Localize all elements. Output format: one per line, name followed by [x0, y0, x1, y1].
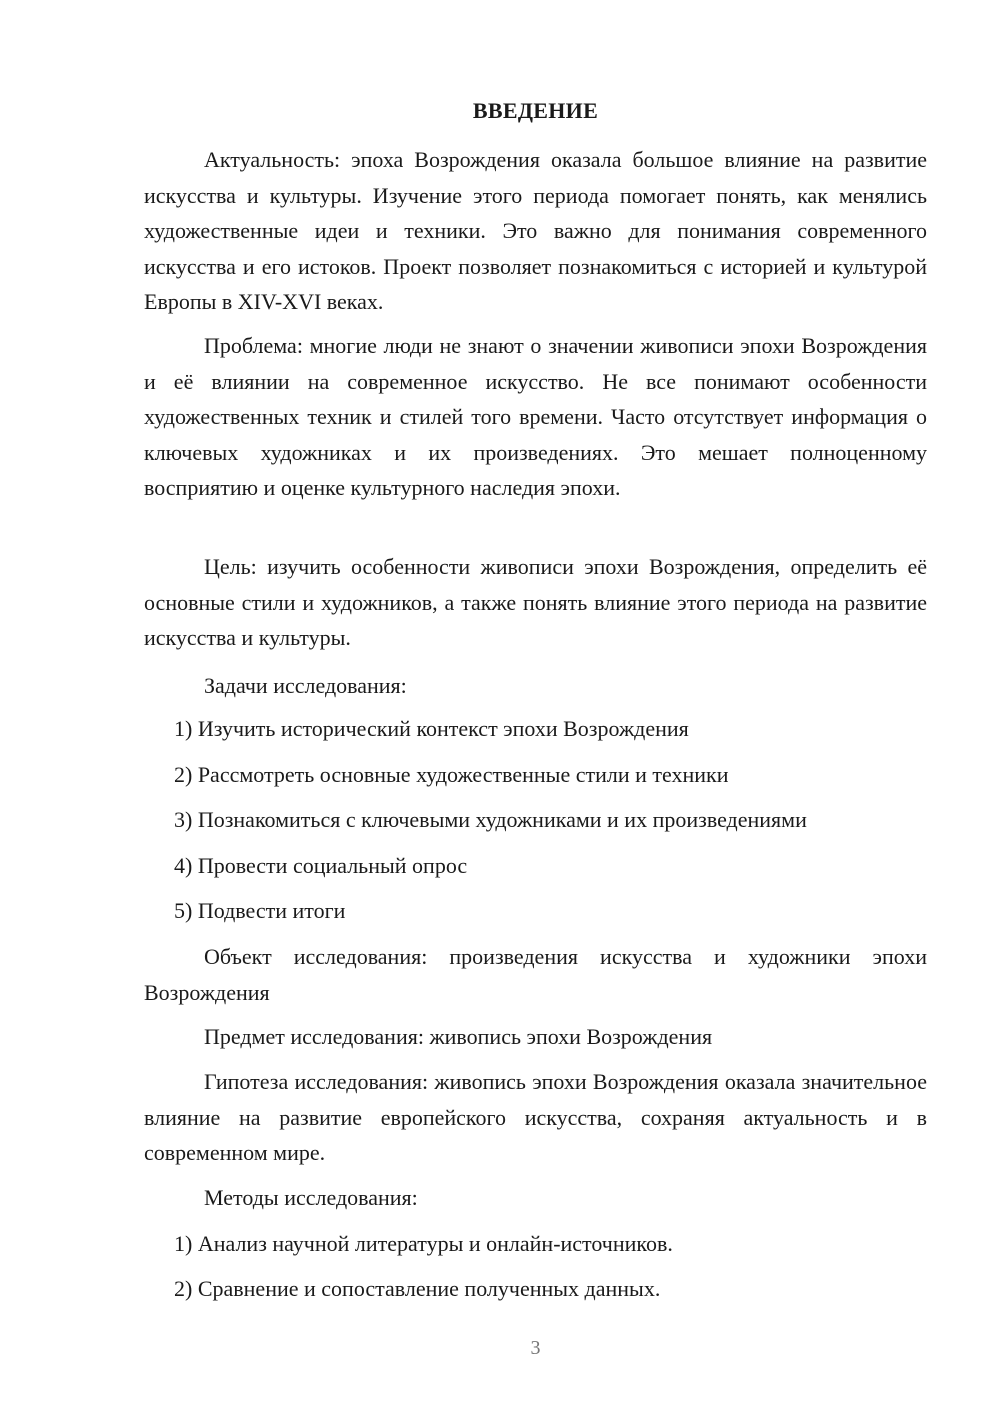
- goal-paragraph: Цель: изучить особенности живописи эпохи Возрождения, определить её основные стили и художников, а также понять влияние этого периода на развитие искусства и культуры.: [144, 554, 927, 650]
- tasks-heading: Задачи исследования:: [204, 673, 407, 698]
- method-item: 1) Анализ научной литературы и онлайн-источников.: [174, 1231, 673, 1256]
- document-page: [144, 0, 927, 1414]
- relevance-paragraph: Актуальность: эпоха Возрождения оказала большое влияние на развитие искусства и культуры. Изучение этого периода помогает понять, как менялись художественные идеи и техники. Это важно для понимания современного искусства и его истоков. Проект позволяет познакомиться с историей и культурой Европы в XIV-XVI веках.: [144, 147, 927, 314]
- task-item: 3) Познакомиться с ключевыми художниками и их произведениями: [174, 807, 807, 832]
- task-item: 1) Изучить исторический контекст эпохи Возрождения: [174, 716, 689, 741]
- problem-paragraph: Проблема: многие люди не знают о значении живописи эпохи Возрождения и её влиянии на современное искусство. Не все понимают особенности художественных техник и стилей того времени. Часто отсутствует информация о ключевых художниках и их произведениях. Это мешает полноценному восприятию и оценке культурного наследия эпохи.: [144, 333, 927, 500]
- task-item: 4) Провести социальный опрос: [174, 853, 468, 878]
- task-item: 2) Рассмотреть основные художественные стили и техники: [174, 762, 729, 787]
- task-item: 5) Подвести итоги: [174, 898, 346, 923]
- subject-line: Предмет исследования: живопись эпохи Возрождения: [204, 1024, 713, 1049]
- hypothesis-paragraph: Гипотеза исследования: живопись эпохи Возрождения оказала значительное влияние на развитие европейского искусства, сохраняя актуальность и в современном мире.: [144, 1069, 927, 1165]
- object-paragraph: Объект исследования: произведения искусства и художники эпохи Возрождения: [144, 944, 927, 1005]
- page-number: 3: [530, 1337, 541, 1359]
- section-title: ВВЕДЕНИЕ: [472, 98, 599, 123]
- method-item: 2) Сравнение и сопоставление полученных данных.: [174, 1276, 661, 1301]
- methods-heading: Методы исследования:: [204, 1185, 418, 1210]
